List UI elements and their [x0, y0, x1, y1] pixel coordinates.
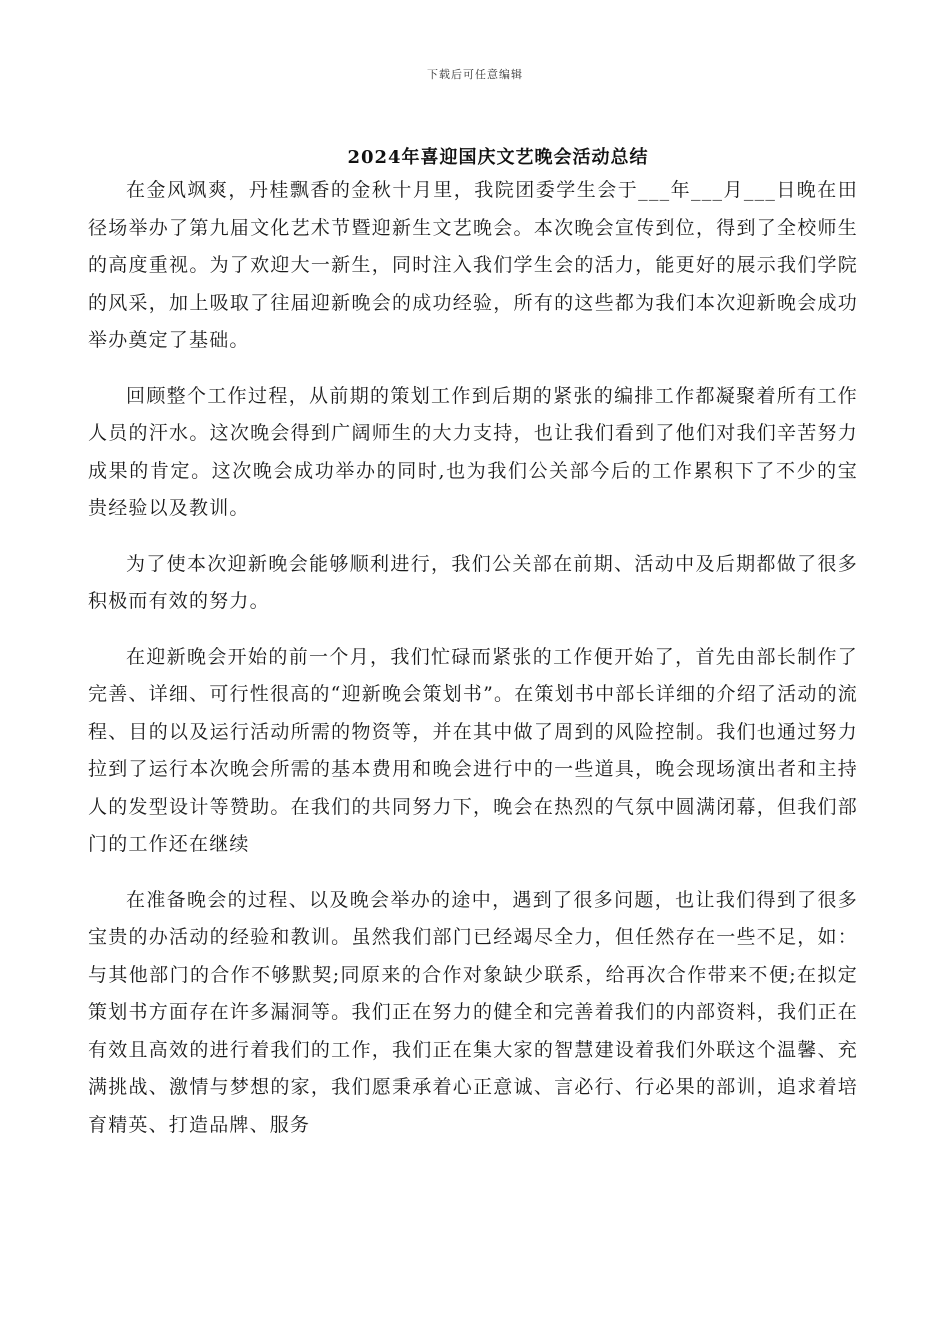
- header-note: 下载后可任意编辑: [427, 68, 523, 81]
- paragraph: 在金风飒爽，丹桂飘香的金秋十月里，我院团委学生会于___年___月___日晚在田径场举办了第九届文化艺术节暨迎新生文艺晚会。本次晚会宣传到位，得到了全校师生的高度重视。为了欢迎大一新生，同时注入我们学生会的活力，能更好的展示我们学院的风采，加上吸取了往届迎新晚会的成功经验，所有的这些都为我们本次迎新晚会成功举办奠定了基础。: [88, 179, 858, 351]
- paragraph: 在迎新晚会开始的前一个月，我们忙碌而紧张的工作便开始了，首先由部长制作了完善、详细、可行性很高的“迎新晚会策划书”。在策划书中部长详细的介绍了活动的流程、目的以及运行活动所需的物资等，并在其中做了周到的风险控制。我们也通过努力拉到了运行本次晚会所需的基本费用和晚会进行中的一些道具，晚会现场演出者和主持人的发型设计等赞助。在我们的共同努力下，晚会在热烈的气氛中圆满闭幕，但我们部门的工作还在继续: [88, 645, 858, 855]
- paragraph: 为了使本次迎新晚会能够顺利进行，我们公关部在前期、活动中及后期都做了很多积极而有效的努力。: [88, 552, 858, 612]
- document-body: [88, 172, 858, 1162]
- paragraph: 回顾整个工作过程，从前期的策划工作到后期的紧张的编排工作都凝聚着所有工作人员的汗水。这次晚会得到广阔师生的大力支持，也让我们看到了他们对我们辛苦努力成果的肯定。这次晚会成功举办的同时,也为我们公关部今后的工作累积下了不少的宝贵经验以及教训。: [88, 384, 858, 519]
- paragraph: 在准备晚会的过程、以及晚会举办的途中，遇到了很多问题，也让我们得到了很多宝贵的办活动的经验和教训。虽然我们部门已经竭尽全力，但任然存在一些不足，如：与其他部门的合作不够默契;同原来的合作对象缺少联系，给再次合作带来不便;在拟定策划书方面存在许多漏洞等。我们正在努力的健全和完善着我们的内部资料，我们正在有效且高效的进行着我们的工作，我们正在集大家的智慧建设着我们外联这个温馨、充满挑战、激情与梦想的家，我们愿秉承着心正意诚、言必行、行必果的部训，追求着培育精英、打造品牌、服务: [88, 888, 858, 1136]
- document-title: 2024年喜迎国庆文艺晚会活动总结: [347, 147, 649, 168]
